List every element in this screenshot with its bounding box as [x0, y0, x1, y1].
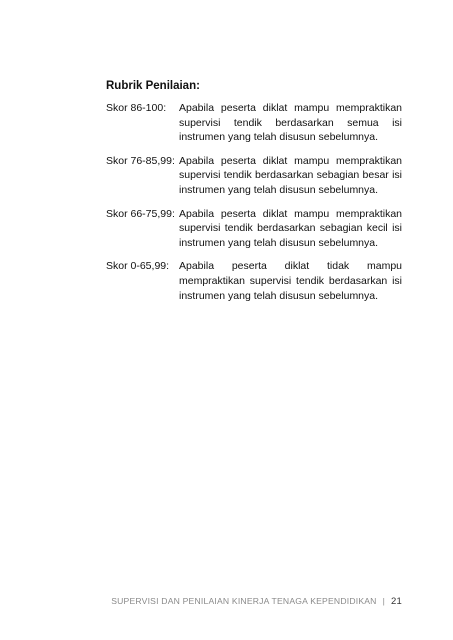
score-description: Apabila peserta diklat mampu mempraktikan supervisi tendik berdasarkan sebagian besar isi instrumen yang telah disusun sebelumnya.: [179, 154, 402, 196]
page-footer: [0, 596, 402, 607]
rubric-title: Rubrik Penilaian:: [106, 80, 200, 92]
footer-title: SUPERVISI DAN PENILAIAN KINERJA TENAGA KEPENDIDIKAN: [111, 596, 377, 606]
rubric-row: [106, 259, 402, 303]
score-description: Apabila peserta diklat mampu mempraktikan supervisi tendik berdasarkan sebagian kecil isi instrumen yang telah disusun sebelumnya.: [179, 207, 402, 249]
footer-separator: |: [382, 596, 386, 606]
score-description: Apabila peserta diklat tidak mampu mempraktikan supervisi tendik berdasarkan isi instrumen yang telah disusun sebelumnya.: [179, 260, 402, 302]
score-range-label: Skor 0-65,99:: [106, 260, 170, 273]
rubric-section: [106, 79, 402, 312]
rubric-row: [106, 207, 402, 251]
page-number: 21: [391, 596, 402, 607]
rubric-row: [106, 154, 402, 198]
score-range-label: Skor 66-75,99:: [106, 207, 175, 220]
rubric-row: [106, 101, 402, 145]
score-description: Apabila peserta diklat mampu mempraktikan supervisi tendik berdasarkan semua isi instrumen yang telah disusun sebelumnya.: [179, 102, 402, 144]
score-range-label: Skor 76-85,99:: [106, 154, 175, 167]
score-range-label: Skor 86-100:: [106, 102, 167, 114]
